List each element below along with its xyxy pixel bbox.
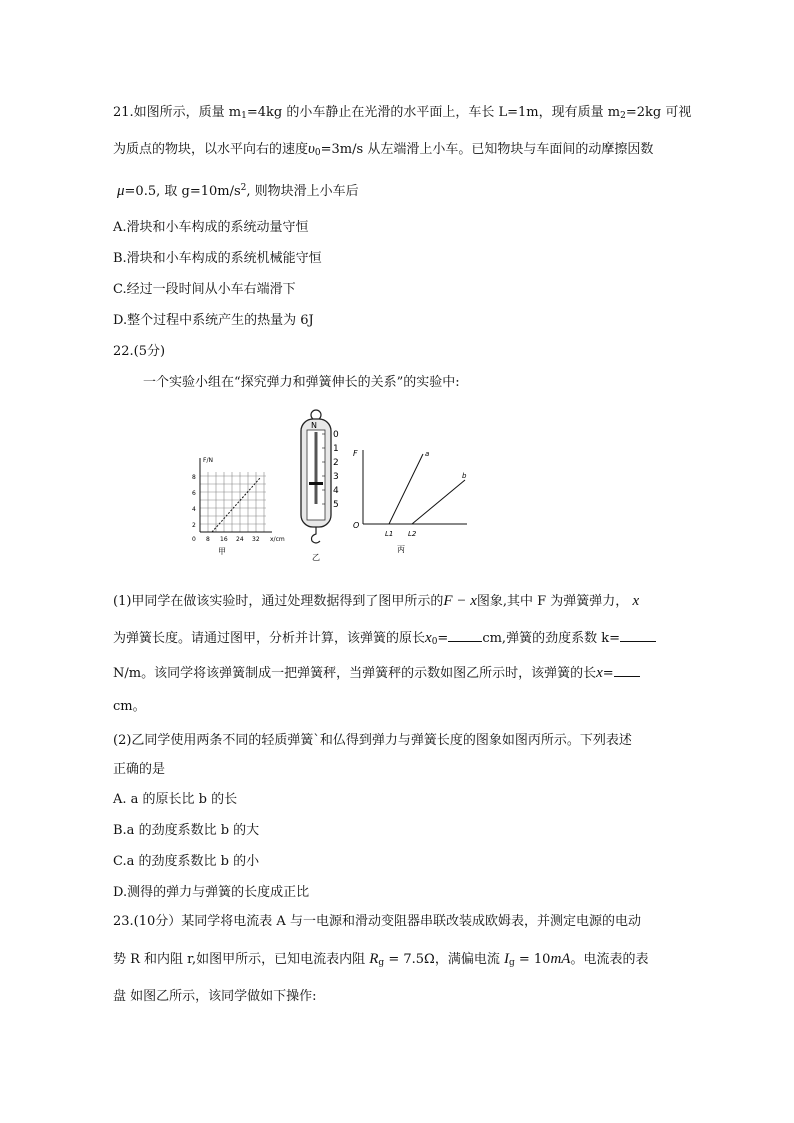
q22-option-a: A. a 的原长比 b 的长 <box>113 792 238 807</box>
line-a <box>389 454 423 524</box>
label-n: N <box>311 421 317 430</box>
q22-p1-line3: N/m。该同学将该弹簧制成一把弹簧秤，当弹簧秤的示数如图乙所示时，该弹簧的长x= <box>113 664 640 683</box>
x-label-jia: x/cm <box>270 536 285 543</box>
x-tick-24: 24 <box>236 536 244 543</box>
q21-line2: 为质点的物块，以水平向右的速度$\upsilon_0=3m/s$ 从左端滑上小车。已知物块与车面间的动摩擦因数 <box>113 141 654 158</box>
q22-option-c: C.a 的劲度系数比 b 的小 <box>113 854 260 869</box>
answer-blank-k[interactable] <box>620 629 656 642</box>
q22-p2-line1: (2)乙同学使用两条不同的轻质弹簧`和仏得到弹力与弹簧长度的图象如图丙所示。下列表述 <box>113 733 632 748</box>
y-label-bing: F <box>353 449 358 458</box>
pointer <box>309 482 323 485</box>
x-tick-l1: L1 <box>385 530 394 538</box>
q21-option-c: C.经过一段时间从小车右端滑下 <box>113 282 296 297</box>
caption-jia: 甲 <box>218 547 226 556</box>
caption-yi: 乙 <box>312 553 320 562</box>
x-tick-8: 8 <box>206 536 210 543</box>
q22-p2-line2: 正确的是 <box>113 762 166 777</box>
y-tick-4: 4 <box>192 506 196 513</box>
q21-option-a: A.滑块和小车构成的系统动量守恒 <box>113 220 309 235</box>
q23-line1: 23.(10分）某同学将电流表 A 与一电源和滑动变阻器串联改装成欧姆表，并测定电源的电动 <box>113 914 641 929</box>
scale-2: 2 <box>333 458 339 468</box>
answer-blank-x[interactable] <box>614 664 640 677</box>
x-tick-32: 32 <box>252 536 260 543</box>
y-tick-2: 2 <box>192 522 196 529</box>
line-b <box>412 480 465 524</box>
label-b: b <box>462 472 467 480</box>
q21-line3: μ=0.5, 取 $g=10m/s^2$, 则物块滑上小车后 <box>117 183 359 199</box>
scale-4: 4 <box>333 486 339 496</box>
q22-intro: 一个实验小组在“探究弹力和弹簧伸长的关系”的实验中: <box>143 375 460 390</box>
caption-bing: 丙 <box>397 545 405 554</box>
label-a: a <box>425 450 430 458</box>
q22-header: 22.(5分) <box>113 344 166 359</box>
origin-jia: 0 <box>192 536 196 543</box>
q22-p1-line1: (1)甲同学在做该实验时，通过处理数据得到了图甲所示的F − x图象,其中 F 为弹簧弹力， x <box>113 593 640 609</box>
x-tick-l2: L2 <box>408 530 417 538</box>
scale-5: 5 <box>333 500 339 510</box>
y-tick-8: 8 <box>192 474 196 481</box>
y-tick-6: 6 <box>192 490 196 497</box>
q22-p1-line4: cm。 <box>113 699 146 714</box>
q23-line2: 势 R 和内阻 r,如图甲所示，已知电流表内阻 $R_g = 7.5\Omega$，满偏电流 $I_g = 10mA$。电流表的表 <box>113 951 649 968</box>
q21-option-d: D.整个过程中系统产生的热量为 6J <box>113 313 314 328</box>
q21-option-b: B.滑块和小车构成的系统机械能守恒 <box>113 251 322 266</box>
figure-jia <box>190 450 310 560</box>
answer-blank-x0[interactable] <box>448 629 482 642</box>
scale-0: 0 <box>333 430 339 440</box>
q22-option-d: D.测得的弹力与弹簧的长度成正比 <box>113 885 310 900</box>
q23-line3: 盘 如图乙所示，该同学做如下操作: <box>113 989 317 1004</box>
q22-p1-line2: 为弹簧长度。请通过图甲，分析并计算，该弹簧的原长$x_0=$ cm,弹簧的劲度系数 k= <box>113 629 656 651</box>
q22-option-b: B.a 的劲度系数比 b 的大 <box>113 823 260 838</box>
x-tick-16: 16 <box>220 536 228 543</box>
bottom-hook <box>312 527 321 543</box>
figure-bing <box>345 442 475 562</box>
scale-1: 1 <box>333 444 339 454</box>
scale-3: 3 <box>333 472 339 482</box>
grid-jia <box>200 472 266 532</box>
y-label-jia: F/N <box>203 457 213 464</box>
q21-line1: 21.如图所示，质量 $m_1=4kg$ 的小车静止在光滑的水平面上，车长 L=1m，现有质量 $m_2=2kg$ 可视 <box>113 105 692 121</box>
origin-bing: O <box>353 521 360 530</box>
